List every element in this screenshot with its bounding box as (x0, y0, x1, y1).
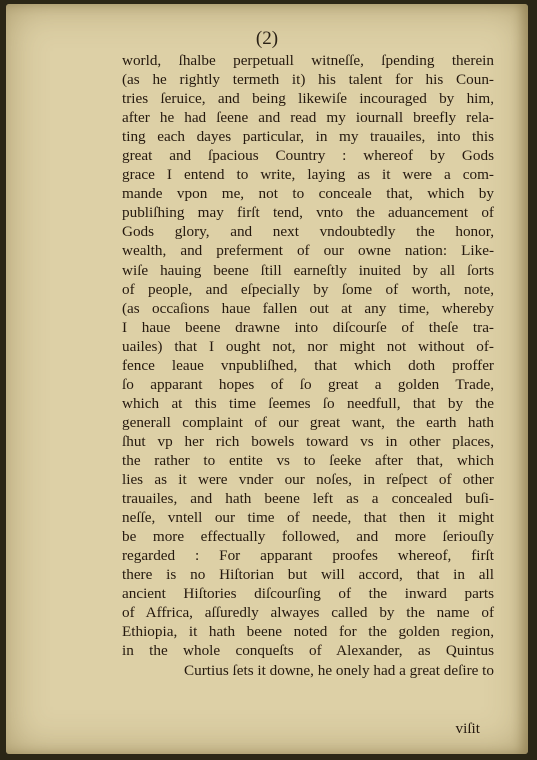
text-line: of people, and eſpecially by ſome of worth, note, (122, 280, 494, 298)
text-line: ting each dayes particular, in my trauailes, into this (122, 128, 494, 146)
text-line: generall complaint of our great want, the earth hath (122, 413, 494, 431)
body-text (122, 51, 494, 680)
text-line: tries ſeruice, and being likewiſe incouraged by him, (122, 90, 494, 108)
text-line: mande vpon me, not to conceale that, which by (122, 185, 494, 203)
text-line: Ethiopia, it hath beene noted for the golden region, (122, 623, 494, 641)
text-line: be more effectually followed, and more ſeriouſly (122, 528, 494, 546)
text-line: neſſe, vntell our time of neede, that then it might (122, 509, 494, 527)
text-line: ſhut vp her rich bowels toward vs in other places, (122, 432, 494, 450)
text-line: of Affrica, aſſuredly alwayes called by the name of (122, 604, 494, 622)
page-number: (2) (255, 28, 279, 49)
text-line: trauailes, and hath beene left as a concealed buſi- (122, 490, 494, 508)
text-line: which at this time ſeemes ſo needfull, that by the (122, 394, 494, 412)
text-line: ancient Hiſtories diſcourſing of the inward parts (122, 585, 494, 603)
text-line: grace I entend to write, laying as it were a com- (122, 166, 494, 184)
text-line: in the whole conqueſts of Alexander, as Quintus (122, 642, 494, 660)
text-line: wiſe hauing beene ſtill earneſtly inuited by all ſorts (122, 261, 494, 279)
text-line: lies as it were vnder our noſes, in reſpect of other (122, 471, 494, 489)
text-line: uailes) that I ought not, nor might not without of- (122, 337, 494, 355)
catchword: viſit (455, 720, 480, 737)
book-page (6, 4, 528, 754)
text-line: great and ſpacious Country : whereof by Gods (122, 147, 494, 165)
text-line: (as he rightly termeth it) his talent for his Coun- (122, 71, 494, 89)
text-line: Gods glory, and next vndoubtedly the honor, (122, 223, 494, 241)
text-line: ſo apparant hopes of ſo great a golden Trade, (122, 375, 494, 393)
text-line: there is no Hiſtorian but will accord, that in all (122, 566, 494, 584)
text-line: after he had ſeene and read my iournall breefly rela- (122, 109, 494, 127)
text-line: fence leaue vnpubliſhed, that which doth proffer (122, 356, 494, 374)
text-line: (as occaſions haue fallen out at any time, whereby (122, 299, 494, 317)
text-line: wealth, and preferment of our owne nation: Like- (122, 242, 494, 260)
text-line: world, ſhalbe perpetuall witneſſe, ſpending therein (122, 52, 494, 69)
text-line: Curtius ſets it downe, he onely had a great deſire to (184, 661, 494, 679)
text-line: regarded : For apparant proofes whereof, firſt (122, 547, 494, 565)
text-line: publiſhing may firſt tend, vnto the aduancement of (122, 204, 494, 222)
text-line: I haue beene drawne into diſcourſe of theſe tra- (122, 318, 494, 336)
text-line: the rather to entite vs to ſeeke after that, which (122, 451, 494, 469)
